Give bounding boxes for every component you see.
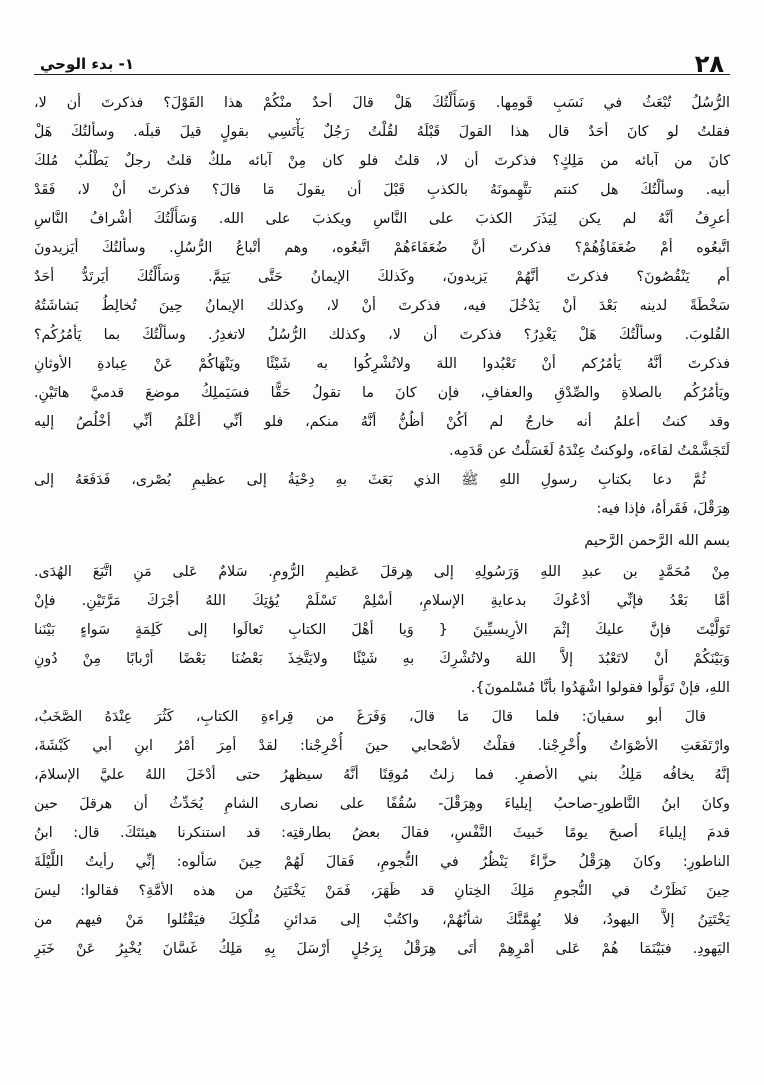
text-line: اللهِ، فإنْ تَوَلَّوا فقولوا اشْهَدُوا بأنَّا مُسْلمونَ}. <box>470 680 730 696</box>
page-body <box>34 89 730 964</box>
text-line: القُلوبَ. وسألْتُكَ هَلْ يَغْدِرُ؟ فذكرتَ أن لا، وكذلك الرُّسُلُ لاتغدِرُ. وسألْتُكَ بما يَأمُرُكُم؟ <box>34 327 730 343</box>
text-line: أبيه. وسألْتُكَ هل كنتم تتَّهِمونَهُ بالكذبِ قَبْلَ أن يقولَ مَا قالَ؟ فذكرتَ أنْ لا، فَقَدْ <box>34 182 730 198</box>
text-line: الرُّسُلُ تُبْعَثُ في نَسَبِ قَومِها. وَسَأَلْتُكَ هَلْ قالَ أحدٌ منْكُمْ هذا القَوْلَ؟ فذكرتَ أن لا، <box>34 95 730 111</box>
text-line: تَوَلَّيْتَ فإنَّ عليكَ إثْمَ الأرِيسيِّينَ { وَيا أهْلَ الكتابِ تَعالَوا إلى كَلِمَةٍ سَواءٍ بَيْنَنا <box>34 622 730 638</box>
text-line: يَخْتَتِنُ إلاَّ اليهودُ، فلا يُهِمَّنَّكَ شأنُهُمْ، واكتُبْ إلى مَدائنِ مُلْكِكَ فيَقْتُلوا مَنْ فيهم من <box>34 912 730 928</box>
text-line: وارْتَفَعَتِ الأصْوَاتُ وأُخْرِجْنا. فقلْتُ لأصْحابي حينَ أُخْرِجْنا: لقدْ أمِرَ أمْرُ ابنِ أبي كَبْشَةَ، <box>34 738 730 754</box>
paragraph-abu-sufyan <box>34 703 730 964</box>
basmala-heading: بسم الله الرَّحمن الرَّحيم <box>584 533 730 549</box>
text-line: لَتَجَشَّمْتُ لقاءَه، ولوكنتُ عِنْدَهُ لَغَسَلْتُ عن قَدَمِه. <box>449 443 730 459</box>
text-line: أعرِفُ أنَّهُ لم يكن لِيَذَرَ الكذبَ على النَّاسِ ويكذبَ على الله. وَسَأَلْتُكَ أشْرافُ النَّاسِ <box>34 211 730 227</box>
text-line: كانَ من آبائه من مَلِكٍ؟ فذكرتَ أن لا، قلتُ فلو كان مِنْ آبائه ملكٌ قلتُ رجلٌ يَطْلُبُ مُلكَ <box>34 153 730 169</box>
text-line: وَبَيْنَكُمْ أنْ لاتَعْبُدَ إلاَّ اللهَ ولاتُشْرِكَ بهِ شَيْئًا ولايَتَّخِذَ بَعْضُنَا بَعْضًا أرْبابًا مِنْ دُونِ <box>34 651 730 667</box>
text-line: سَخْطَةً لدينه بَعْدَ أنْ يَدْخُلَ فيه، فذكرتَ أنْ لا، وكذلك الإيمانُ حِينَ تُخالِطُ بَشاشَتُهُ <box>34 298 730 314</box>
text-line: إنَّهُ يخافُه مَلِكُ بني الأصفرِ. فما زلتُ مُوقِنًا أنَّهُ سيظهرُ حتى أدْخَلَ اللهُ عليَّ الإسلامَ، <box>34 767 730 783</box>
page-header <box>34 44 730 78</box>
text-line: أم يَنْقُصُونَ؟ فذكرتَ أنَّهُمْ يَزيدونَ، وكَذلكَ الإيمانُ حَتَّى يَتِمَّ. وَسَأَلْتُكَ أيَرتَدُّ أحَدٌ <box>34 269 730 285</box>
text-line: هِرَقْلَ، فَقَرأهُ، فإذا فيه: <box>596 501 730 517</box>
text-line: قدمَ إيلياءَ أصبحَ يومًا خَبيثَ النَّفْسِ، فقالَ بعضُ بطارقتِه: قد استنكرنا هيئتَكَ. قال: ابنُ <box>34 825 730 841</box>
text-line: اليَهودِ. فبَيْنَمَا هُمْ عَلى أمْرِهِمْ أتَى هِرَقْلُ بِرَجُلٍ أرْسَلَ بِهِ مَلِكُ غَسَّانَ يُخْبِرُ عَنْ خَبَرِ <box>34 941 730 957</box>
text-line: وقد كنتُ أعلمُ أنه خارجٌ لم أكُنْ أظُنُّ أنَّهُ منكم، فلو أنِّي أعْلَمُ أنِّي أخْلُصُ إليه <box>34 414 730 430</box>
paragraph-heraclius-reasoning <box>34 89 730 466</box>
text-line: فقلتُ لو كانَ أحَدٌ قال هذا القولَ قَبْلَهُ لقُلْتُ رَجُلٌ يَأْتَسِي بقولٍ قيلَ قبلَه. وسألتُكَ هَلْ <box>34 124 730 140</box>
text-line: فذكرتَ أنَّهُ يَأمُرُكم أنْ تَعْبُدوا اللهَ ولاتُشْرِكُوا به شَيْئًا ويَنْهَاكُمْ عَنْ عِبادةِ الأوثانِ <box>34 356 730 372</box>
paragraph-letter-intro <box>34 466 730 524</box>
text-line: ثُمَّ دعا بكتابِ رسولِ اللهِ ﷺ الذي بَعَثَ بهِ دِحْيَةُ إلى عظيمِ بُصْرى، فَدَفَعَهُ إلى <box>34 472 706 488</box>
text-line: اتَّبعُوه أمْ ضُعَفَاؤُهُمْ؟ فذكرتَ أنَّ ضُعَفَاءَهُمْ اتَّبعُوه، وهم أتْباعُ الرُّسُلِ. وسألتُكَ أيَزيدونَ <box>34 240 730 256</box>
text-line: وكانَ ابنُ النَّاطورِ-صاحبُ إيلياءَ وهِرَقْلَ- سُقُفًا على نصارى الشامِ يُحَدِّثُ أن هرقلَ حين <box>34 796 730 812</box>
text-line: مِنْ مُحَمَّدٍ بن عبدِ اللهِ وَرَسُولِهِ إلى هِرقلَ عَظيمِ الرُّومِ. سَلامٌ عَلى مَنِ اتَّبَعَ الهُدَى. <box>34 564 730 580</box>
prophet-letter <box>34 558 730 703</box>
text-line: ويَأمُرُكُم بالصلاةِ والصِّدْقِ والعفافِ، فإن كانَ ما تقولُ حَقًّا فسَيَملِكُ موضعَ قدميَّ هاتَيْنِ. <box>34 385 730 401</box>
text-line: الناطورِ: وكانَ هِرَقْلُ حزَّاءً يَنْظُرُ في النُّجومِ، فَقالَ لَهُمْ حِينَ سَألوه: إنِّي رأيتُ اللَّيْلَةَ <box>34 854 730 870</box>
text-line: حِينَ نَظَرْتُ في النُّجومِ مَلِكَ الخِتانِ قد ظَهَرَ، فَمَنْ يَخْتَتِنُ من هذه الأمَّةِ؟ فقالوا: ليسَ <box>34 883 730 899</box>
text-line: أمَّا بَعْدُ فإنِّي أدْعُوكَ بدعايةِ الإسلامِ، أسْلِمْ تَسْلَمْ يُؤتِكَ اللهُ أجْرَكَ مَرَّتَيْنِ. فإنْ <box>34 593 730 609</box>
running-title: ١- بدء الوحي <box>40 55 134 73</box>
text-line: قالَ أبو سفيانَ: فلما قالَ مَا قالَ، وَفَرَغَ من قِراءةِ الكتابِ، كَثُرَ عِنْدَهُ الصَّخَبُ، <box>34 709 706 725</box>
page-number: ٢٨ <box>694 50 724 78</box>
